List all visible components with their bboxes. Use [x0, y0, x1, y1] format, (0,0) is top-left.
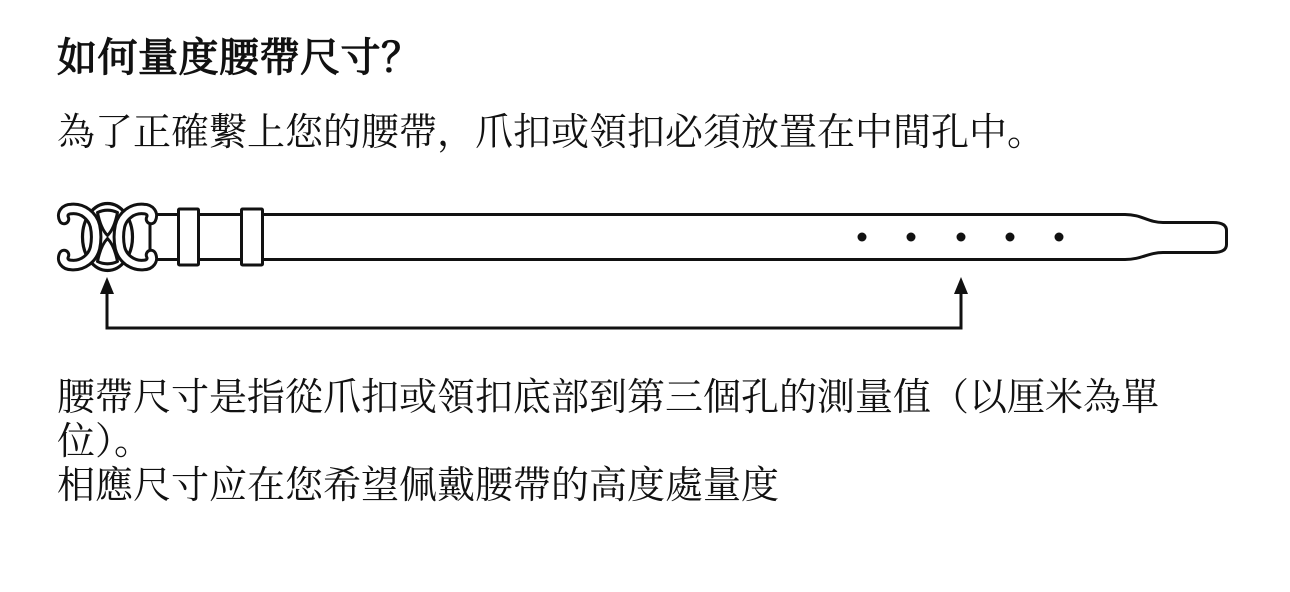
measurement-line — [107, 290, 961, 328]
belt-hole — [1006, 233, 1015, 242]
belt-buckle-triomphe-icon — [63, 204, 152, 271]
arrow-up-buckle-icon — [100, 277, 114, 294]
description-line: 位）。 — [57, 421, 153, 463]
belt-loop-second — [242, 209, 263, 265]
page-title: 如何量度腰帶尺寸？ — [57, 36, 422, 80]
belt-hole — [1055, 233, 1064, 242]
belt-hole — [957, 233, 966, 242]
description-text — [57, 376, 1159, 508]
belt-strap — [150, 215, 1227, 260]
arrow-up-third-hole-icon — [954, 277, 968, 294]
measurement-bracket — [100, 277, 968, 328]
buckle-right-c — [119, 209, 152, 265]
description-line: 相應尺寸应在您希望佩戴腰帶的高度處量度 — [57, 465, 780, 507]
belt-hole — [907, 233, 916, 242]
belt-hole — [858, 233, 867, 242]
belt-loop-first — [179, 209, 199, 265]
description-line: 腰帶尺寸是指從爪扣或領扣底部到第三個孔的測量值（以厘米為單 — [57, 377, 1160, 419]
buckle-left-c — [63, 209, 96, 265]
intro-text: 為了正確繫上您的腰帶，爪扣或領扣必須放置在中間孔中。 — [57, 112, 1046, 154]
